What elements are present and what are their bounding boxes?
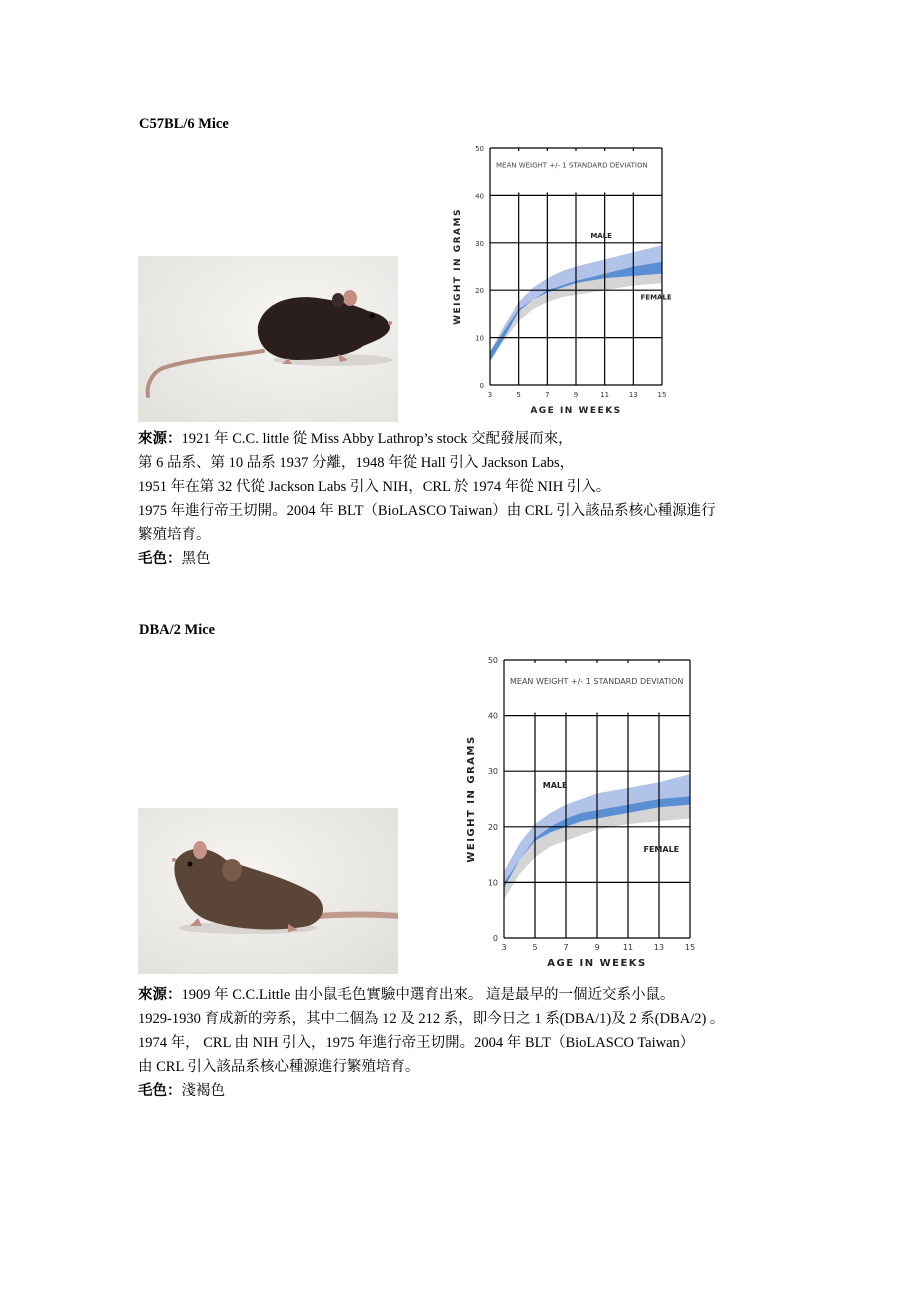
x-tick-label: 9 bbox=[573, 391, 579, 399]
series-label-male: MALE bbox=[542, 780, 568, 790]
mouse-photo-black bbox=[138, 256, 398, 422]
y-tick-label: 10 bbox=[487, 878, 498, 888]
x-tick-label: 11 bbox=[622, 943, 634, 952]
y-tick-label: 10 bbox=[475, 334, 484, 343]
x-axis-label: AGE IN WEEKS bbox=[530, 406, 622, 416]
x-tick-label: 7 bbox=[545, 391, 550, 399]
color-label: 毛色： bbox=[138, 1083, 182, 1099]
x-axis-label: AGE IN WEEKS bbox=[547, 958, 647, 969]
x-tick-label: 3 bbox=[501, 943, 507, 952]
chart-title: MEAN WEIGHT +/- 1 STANDARD DEVIATION bbox=[496, 161, 648, 170]
x-tick-label: 7 bbox=[563, 943, 569, 952]
source-line: 1921 年 C.C. little 從 Miss Abby Lathrop’s stock 交配發展而來， bbox=[181, 431, 573, 447]
y-axis-label: WEIGHT IN GRAMS bbox=[466, 735, 477, 863]
source-line: 由 CRL 引入該品系核心種源進行繁殖培育。 bbox=[138, 1059, 420, 1075]
weight-chart-c57bl6 bbox=[446, 140, 676, 420]
mouse-photo-brown bbox=[138, 808, 398, 974]
source-line: 繁殖培育。 bbox=[138, 527, 211, 543]
source-line: 1974 年， CRL 由 NIH 引入，1975 年進行帝王切開。2004 年 BLT（BioLASCO Taiwan） bbox=[138, 1035, 695, 1051]
source-label: 來源： bbox=[138, 987, 182, 1003]
color-value: 淺褐色 bbox=[181, 1083, 225, 1099]
series-label-female: FEMALE bbox=[640, 293, 672, 302]
y-tick-label: 40 bbox=[487, 711, 498, 721]
color-label: 毛色： bbox=[138, 551, 182, 567]
source-line: 1909 年 C.C.Little 由小鼠毛色實驗中選育出來。 這是最早的一個近交系小鼠。 bbox=[181, 987, 675, 1003]
x-tick-label: 5 bbox=[516, 391, 521, 399]
series-label-female: FEMALE bbox=[643, 844, 680, 854]
source-line: 1951 年在第 32 代從 Jackson Labs 引入 NIH，CRL 於 1974 年從 NIH 引入。 bbox=[138, 479, 611, 495]
source-line: 1929-1930 育成新的旁系，其中二個為 12 及 212 系，即今日之 1 系(DBA/1)及 2 系(DBA/2) 。 bbox=[138, 1011, 725, 1027]
source-label: 來源： bbox=[138, 431, 182, 447]
x-tick-label: 15 bbox=[684, 943, 696, 952]
section-title: DBA/2 Mice bbox=[139, 622, 216, 638]
y-tick-label: 0 bbox=[479, 382, 484, 390]
y-axis-label: WEIGHT IN GRAMS bbox=[453, 208, 463, 325]
y-tick-label: 50 bbox=[487, 656, 498, 665]
y-tick-label: 40 bbox=[475, 192, 484, 201]
x-tick-label: 15 bbox=[657, 391, 667, 399]
y-tick-label: 30 bbox=[487, 767, 498, 777]
section-body bbox=[138, 427, 818, 571]
x-tick-label: 5 bbox=[532, 943, 538, 952]
y-tick-label: 0 bbox=[492, 934, 498, 943]
section-title: C57BL/6 Mice bbox=[139, 116, 229, 132]
source-line: 第 6 品系、第 10 品系 1937 分離，1948 年從 Hall 引入 Jackson Labs， bbox=[138, 455, 575, 471]
series-label-male: MALE bbox=[590, 232, 612, 241]
x-tick-label: 3 bbox=[487, 391, 493, 399]
x-tick-label: 13 bbox=[653, 943, 665, 952]
x-tick-label: 9 bbox=[594, 943, 600, 952]
y-tick-label: 20 bbox=[487, 822, 498, 832]
y-tick-label: 20 bbox=[475, 287, 484, 296]
section-body bbox=[138, 983, 818, 1103]
source-line: 1975 年進行帝王切開。2004 年 BLT（BioLASCO Taiwan）由 CRL 引入該品系核心種源進行 bbox=[138, 503, 716, 519]
x-tick-label: 11 bbox=[600, 391, 610, 399]
chart-title: MEAN WEIGHT +/- 1 STANDARD DEVIATION bbox=[510, 676, 684, 686]
y-tick-label: 30 bbox=[475, 239, 484, 248]
weight-chart-dba2 bbox=[460, 654, 700, 976]
color-value: 黑色 bbox=[181, 551, 211, 567]
y-tick-label: 50 bbox=[475, 145, 484, 153]
x-tick-label: 13 bbox=[628, 391, 638, 399]
